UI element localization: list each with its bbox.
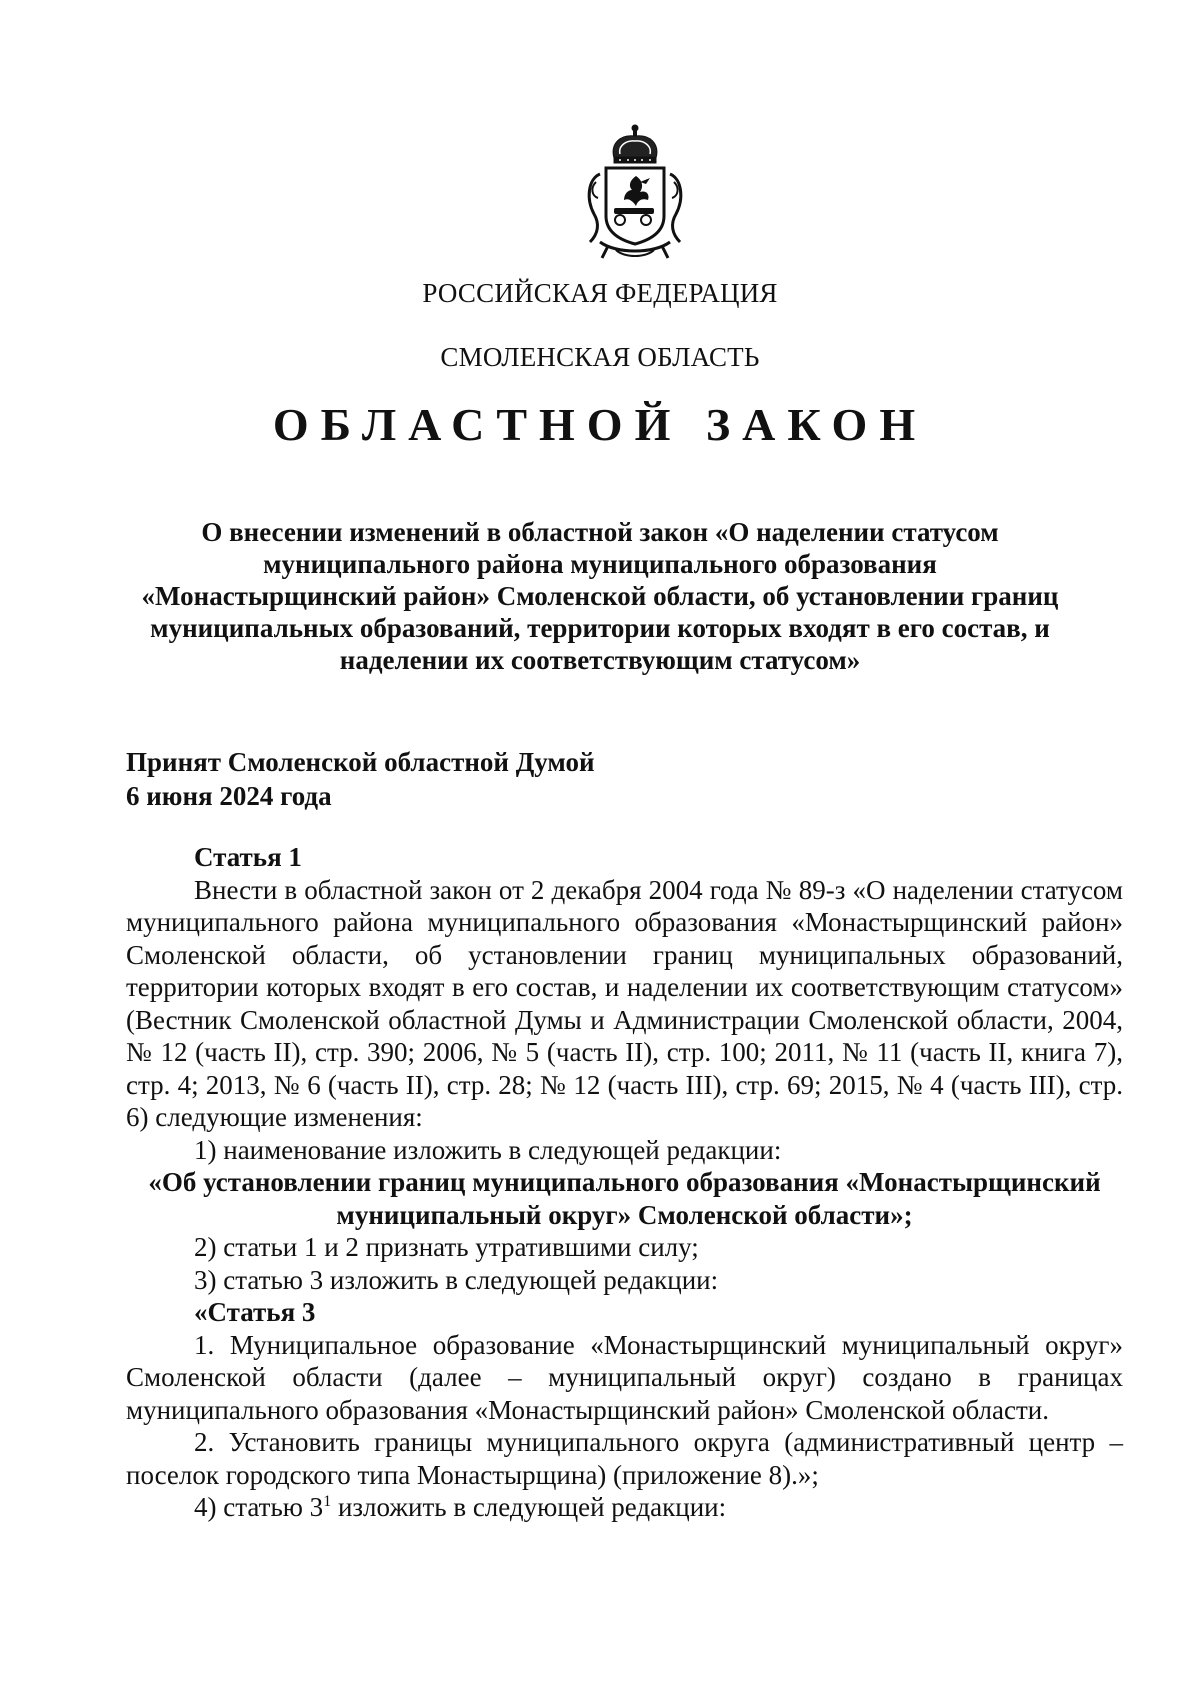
amendment-item-3: 3) статью 3 изложить в следующей редакции: (194, 1264, 719, 1295)
law-title: О внесении изменений в областной закон «О наделении статусом муниципального района муниципального образования «Монастырщинский район» Смоленской области, об установлении границ муниципальных образований, территории которых входят в его состав, и наделении их соответствующим статусом» (141, 517, 1059, 675)
article-intro-paragraph: Внести в областной закон от 2 декабря 2004 года № 89-з «О наделении статусом муниципального района муниципального образования «Монастырщинский район» Смоленской области, об установлении границ муниципальных образований, территории которых входят в его состав, и наделении их соответствующим статусом» (Вестник Смоленской областной Думы и Администрации Смоленской области, 2004, № 12 (часть II), стр. 390; 2006, № 5 (часть II), стр. 100; 2011, № 11 (часть II, книга 7), стр. 4; 2013, № 6 (часть II), стр. 28; № 12 (часть III), стр. 69; 2015, № 4 (часть III), стр. 6) следующие изменения: (126, 874, 1123, 1132)
new-law-title: «Об установлении границ муниципального образования «Монастырщинский муниципальный округ» Смоленской области»; (148, 1167, 1101, 1230)
smolensk-coat-of-arms-icon (580, 124, 690, 264)
document-type: ОБЛАСТНОЙ ЗАКОН (272, 399, 928, 450)
country-name: РОССИЙСКАЯ ФЕДЕРАЦИЯ (422, 278, 778, 308)
article-point-1: 1. Муниципальное образование «Монастырщинский муниципальный округ» Смоленской области (далее – муниципальный округ) создано в границах муниципального образования «Монастырщинский район» Смоленской области. (126, 1329, 1123, 1425)
article-point-2: 2. Установить границы муниципального округа (административный центр – поселок городского типа Монастырщина) (приложение 8).»; (126, 1427, 1123, 1490)
article-heading: Статья 1 (194, 842, 302, 872)
new-article-heading: «Статья 3 (194, 1297, 316, 1327)
amendment-item-4-prefix: 4) статью 3 (194, 1492, 324, 1522)
article-1 (126, 841, 1123, 1524)
amendment-item-2: 2) статьи 1 и 2 признать утратившими силу; (194, 1232, 699, 1262)
amendment-item-4-superscript: 1 (323, 1493, 332, 1510)
amendment-item-1: 1) наименование изложить в следующей редакции: (194, 1134, 782, 1165)
adopted-by: Принят Смоленской областной Думой (126, 747, 595, 777)
adoption-date: 6 июня 2024 года (126, 781, 332, 811)
region-name: СМОЛЕНСКАЯ ОБЛАСТЬ (440, 342, 760, 372)
amendment-item-4-suffix: изложить в следующей редакции: (331, 1492, 727, 1522)
amendment-item-4 (126, 1491, 1123, 1524)
adoption-block (126, 745, 595, 813)
